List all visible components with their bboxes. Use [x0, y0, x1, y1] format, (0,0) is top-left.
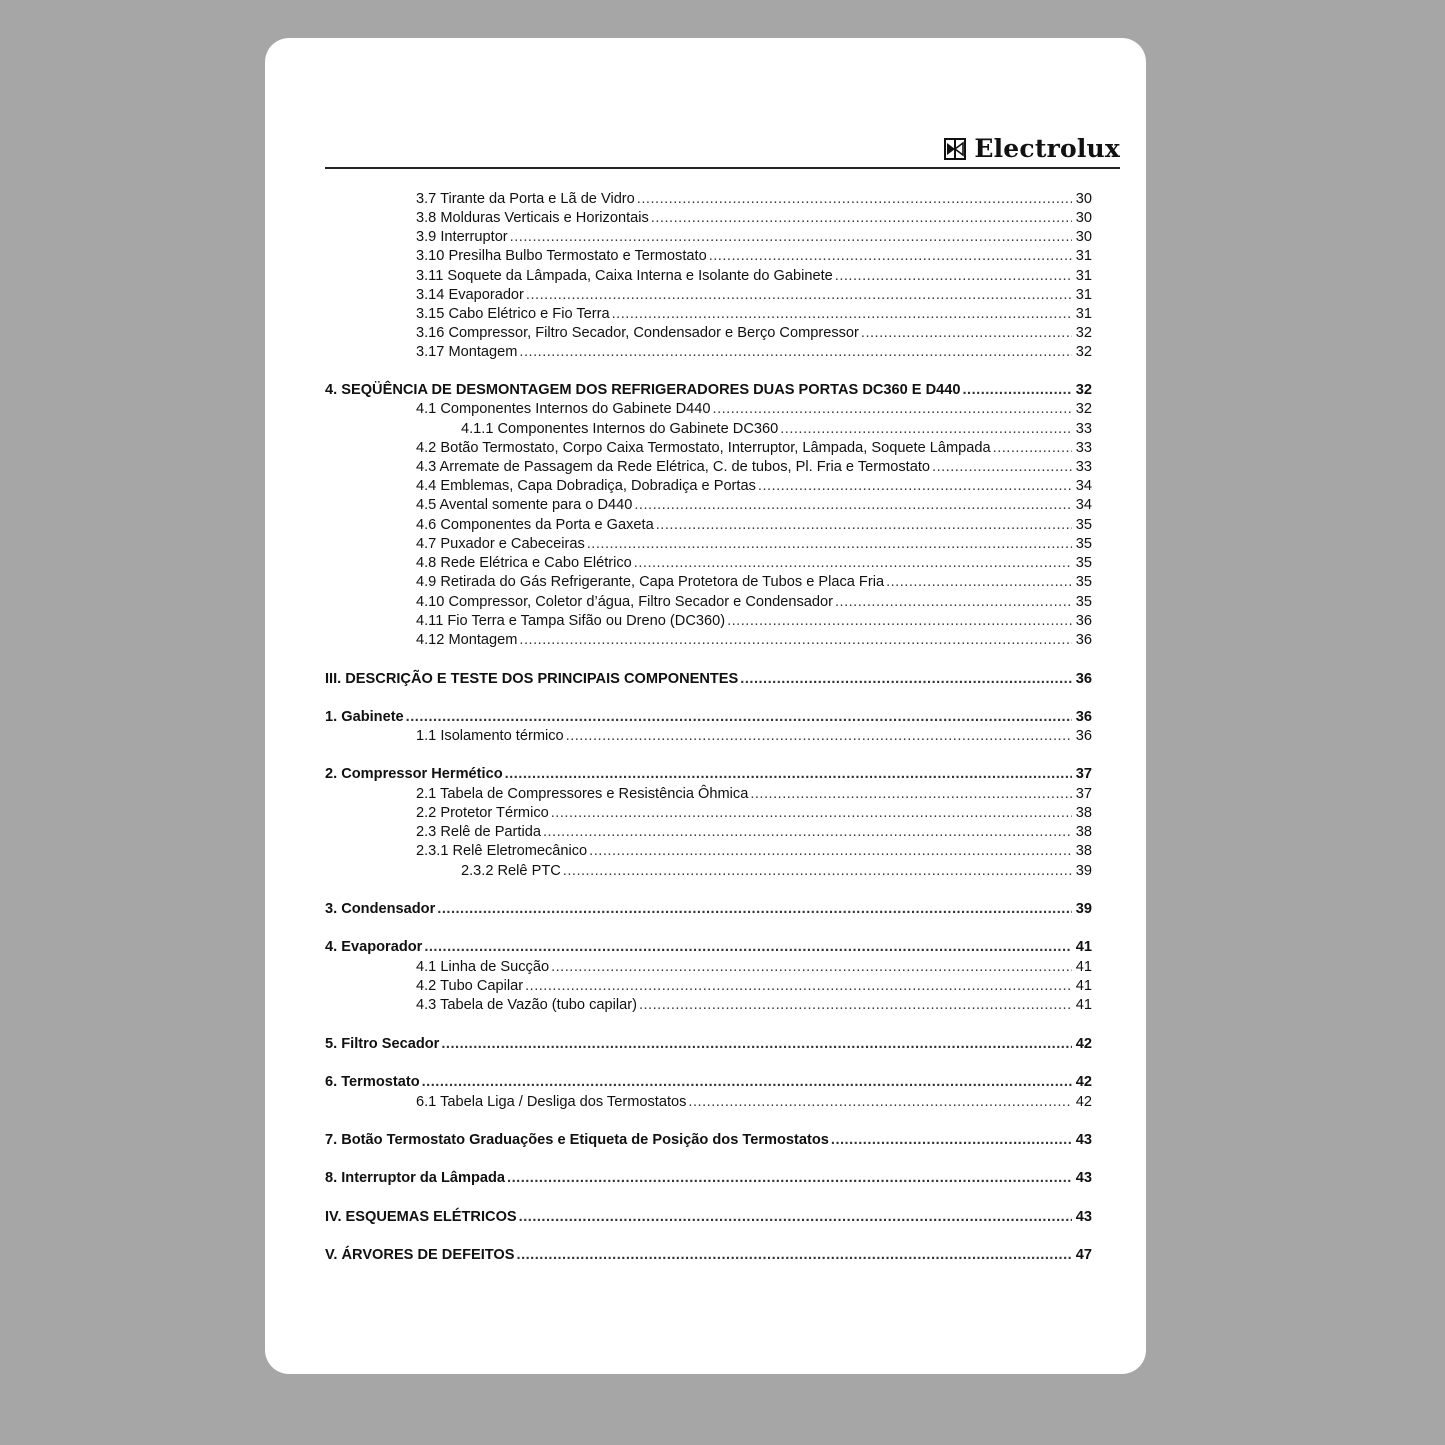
toc-entry-page: 35 [1075, 555, 1092, 571]
dot-leader [424, 938, 1072, 957]
toc-entry-page: 35 [1075, 517, 1092, 533]
dot-leader [422, 1073, 1072, 1092]
toc-entry-page: 39 [1075, 901, 1092, 917]
dot-leader [525, 977, 1072, 996]
toc-entry [325, 516, 1092, 535]
toc-entry [325, 554, 1092, 573]
toc-entry [325, 209, 1092, 228]
toc-entry [325, 535, 1092, 554]
toc-entry-title: 7. Botão Termostato Graduações e Etiqueta de Posição dos Termostatos [325, 1132, 829, 1148]
toc-entry-title: 1. Gabinete [325, 709, 404, 725]
dot-leader [727, 612, 1072, 631]
toc-entry-page: 36 [1075, 671, 1092, 687]
toc-entry-page: 47 [1075, 1247, 1092, 1263]
toc-entry-title: 6.1 Tabela Liga / Desliga dos Termostatos [416, 1094, 687, 1110]
toc-entry [325, 900, 1092, 919]
dot-leader [507, 1169, 1072, 1188]
toc-entry [325, 1169, 1092, 1188]
dot-leader [750, 785, 1072, 804]
toc-entry-page: 43 [1075, 1170, 1092, 1186]
toc-entry-page: 30 [1075, 191, 1092, 207]
toc-entry-title: 4.9 Retirada do Gás Refrigerante, Capa Protetora de Tubos e Placa Fria [416, 574, 885, 590]
toc-entry-page: 32 [1075, 382, 1092, 398]
dot-leader [505, 765, 1072, 784]
toc-entry-title: 4. Evaporador [325, 939, 423, 955]
toc-entry [325, 1093, 1092, 1112]
toc-entry-title: 4.1 Linha de Sucção [416, 959, 550, 975]
toc-entry-title: 2.3 Relê de Partida [416, 824, 541, 840]
dot-leader [835, 267, 1072, 286]
toc-entry-page: 38 [1075, 824, 1092, 840]
dot-leader [835, 593, 1072, 612]
toc-entry-title: 3.15 Cabo Elétrico e Fio Terra [416, 306, 610, 322]
toc-entry-title: III. DESCRIÇÃO E TESTE DOS PRINCIPAIS COMPONENTES [325, 671, 739, 687]
toc-entry-title: 4.1.1 Componentes Internos do Gabinete DC360 [461, 421, 779, 437]
dot-leader [551, 804, 1072, 823]
toc-entry [325, 1131, 1092, 1150]
dot-leader [634, 496, 1072, 515]
toc-entry-page: 37 [1075, 766, 1092, 782]
dot-leader [962, 381, 1072, 400]
toc-entry-title: V. ÁRVORES DE DEFEITOS [325, 1247, 515, 1263]
toc-entry-page: 37 [1075, 786, 1092, 802]
dot-leader [437, 900, 1072, 919]
toc-entry [325, 842, 1092, 861]
dot-leader [441, 1035, 1072, 1054]
toc-entry [325, 400, 1092, 419]
dot-leader [519, 1208, 1072, 1227]
dot-leader [713, 400, 1072, 419]
toc-entry [325, 823, 1092, 842]
toc-entry [325, 247, 1092, 266]
dot-leader [639, 996, 1072, 1015]
toc-entry [325, 228, 1092, 247]
toc-entry-page: 41 [1075, 959, 1092, 975]
toc-entry-title: 4.3 Arremate de Passagem da Rede Elétrica, C. de tubos, Pl. Fria e Termostato [416, 459, 931, 475]
document-page [265, 38, 1146, 1374]
toc-entry-title: 4.3 Tabela de Vazão (tubo capilar) [416, 997, 637, 1013]
toc-entry [325, 670, 1092, 689]
toc-entry-page: 36 [1075, 728, 1092, 744]
dot-leader [634, 554, 1072, 573]
toc-entry [325, 573, 1092, 592]
toc-entry-page: 41 [1075, 978, 1092, 994]
toc-entry-title: 4.1 Componentes Internos do Gabinete D440 [416, 401, 711, 417]
toc-entry [325, 765, 1092, 784]
toc-entry-page: 41 [1075, 939, 1092, 955]
toc-entry-title: 4.10 Compressor, Coletor d’água, Filtro Secador e Condensador [416, 594, 833, 610]
toc-entry-page: 38 [1075, 805, 1092, 821]
toc-entry-page: 36 [1075, 709, 1092, 725]
toc-entry [325, 439, 1092, 458]
dot-leader [637, 190, 1072, 209]
toc-entry-page: 35 [1075, 536, 1092, 552]
toc-entry-title: 3.17 Montagem [416, 344, 518, 360]
toc-entry-page: 31 [1075, 268, 1092, 284]
toc-entry [325, 977, 1092, 996]
toc-entry [325, 343, 1092, 362]
toc-entry [325, 785, 1092, 804]
dot-leader [526, 286, 1072, 305]
toc-entry [325, 420, 1092, 439]
dot-leader [612, 305, 1072, 324]
dot-leader [740, 670, 1072, 689]
dot-leader [551, 958, 1072, 977]
toc-entry [325, 804, 1092, 823]
toc-entry-page: 35 [1075, 594, 1092, 610]
toc-entry-page: 32 [1075, 325, 1092, 341]
toc-entry-page: 43 [1075, 1209, 1092, 1225]
dot-leader [406, 708, 1072, 727]
dot-leader [587, 535, 1072, 554]
toc-entry-title: 3.14 Evaporador [416, 287, 524, 303]
dot-leader [861, 324, 1072, 343]
toc-entry-page: 39 [1075, 863, 1092, 879]
dot-leader [993, 439, 1072, 458]
toc-entry-page: 42 [1075, 1094, 1092, 1110]
toc-entry [325, 1208, 1092, 1227]
toc-entry-page: 36 [1075, 613, 1092, 629]
toc-entry-page: 31 [1075, 287, 1092, 303]
toc-entry-title: 3.10 Presilha Bulbo Termostato e Termostato [416, 248, 707, 264]
toc-entry-title: 4.2 Tubo Capilar [416, 978, 524, 994]
dot-leader [517, 1246, 1072, 1265]
toc-entry-title: 3.8 Molduras Verticais e Horizontais [416, 210, 649, 226]
toc-entry-page: 32 [1075, 344, 1092, 360]
toc-entry [325, 862, 1092, 881]
toc-entry-title: 4.8 Rede Elétrica e Cabo Elétrico [416, 555, 632, 571]
dot-leader [589, 842, 1072, 861]
toc-entry-title: 3. Condensador [325, 901, 436, 917]
toc-entry-page: 31 [1075, 306, 1092, 322]
dot-leader [656, 516, 1072, 535]
toc-entry-title: 4.5 Avental somente para o D440 [416, 497, 633, 513]
toc-entry-page: 34 [1075, 497, 1092, 513]
toc-entry-title: 5. Filtro Secador [325, 1036, 440, 1052]
toc-entry [325, 1073, 1092, 1092]
toc-entry-page: 35 [1075, 574, 1092, 590]
toc-entry-title: IV. ESQUEMAS ELÉTRICOS [325, 1209, 517, 1225]
toc-entry-title: 4. SEQÜÊNCIA DE DESMONTAGEM DOS REFRIGERADORES DUAS PORTAS DC360 E D440 [325, 382, 961, 398]
toc-entry [325, 996, 1092, 1015]
toc-entry [325, 267, 1092, 286]
toc-entry [325, 305, 1092, 324]
toc-entry-title: 6. Termostato [325, 1074, 420, 1090]
dot-leader [566, 727, 1072, 746]
dot-leader [519, 631, 1072, 650]
table-of-contents [265, 38, 1146, 1374]
toc-entry-page: 41 [1075, 997, 1092, 1013]
toc-entry-page: 31 [1075, 248, 1092, 264]
dot-leader [758, 477, 1072, 496]
toc-entry [325, 1035, 1092, 1054]
toc-entry [325, 496, 1092, 515]
toc-entry-page: 30 [1075, 210, 1092, 226]
toc-entry-title: 4.7 Puxador e Cabeceiras [416, 536, 585, 552]
dot-leader [932, 458, 1072, 477]
toc-entry-title: 4.4 Emblemas, Capa Dobradiça, Dobradiça e Portas [416, 478, 756, 494]
toc-entry-title: 3.11 Soquete da Lâmpada, Caixa Interna e Isolante do Gabinete [416, 268, 833, 284]
toc-entry-title: 3.7 Tirante da Porta e Lã de Vidro [416, 191, 635, 207]
toc-entry-title: 3.9 Interruptor [416, 229, 508, 245]
dot-leader [709, 247, 1072, 266]
toc-entry [325, 593, 1092, 612]
toc-entry-page: 33 [1075, 421, 1092, 437]
toc-entry-title: 4.2 Botão Termostato, Corpo Caixa Termostato, Interruptor, Lâmpada, Soquete Lâmpada [416, 440, 991, 456]
toc-entry-title: 8. Interruptor da Lâmpada [325, 1170, 506, 1186]
toc-entry [325, 631, 1092, 650]
toc-entry [325, 612, 1092, 631]
dot-leader [886, 573, 1072, 592]
toc-entry [325, 381, 1092, 400]
toc-entry [325, 286, 1092, 305]
toc-entry [325, 1246, 1092, 1265]
toc-entry-page: 33 [1075, 459, 1092, 475]
toc-entry-title: 2.1 Tabela de Compressores e Resistência Ôhmica [416, 786, 749, 802]
toc-entry [325, 727, 1092, 746]
toc-entry-title: 2.2 Protetor Térmico [416, 805, 549, 821]
dot-leader [510, 228, 1072, 247]
toc-entry [325, 190, 1092, 209]
toc-entry-title: 3.16 Compressor, Filtro Secador, Condensador e Berço Compressor [416, 325, 859, 341]
dot-leader [651, 209, 1072, 228]
toc-entry [325, 958, 1092, 977]
toc-entry-page: 42 [1075, 1074, 1092, 1090]
dot-leader [831, 1131, 1072, 1150]
toc-entry [325, 324, 1092, 343]
toc-entry-title: 2.3.1 Relê Eletromecânico [416, 843, 588, 859]
dot-leader [519, 343, 1072, 362]
dot-leader [688, 1093, 1072, 1112]
toc-entry-page: 38 [1075, 843, 1092, 859]
toc-entry-page: 33 [1075, 440, 1092, 456]
toc-entry [325, 458, 1092, 477]
toc-entry-page: 42 [1075, 1036, 1092, 1052]
toc-entry-page: 32 [1075, 401, 1092, 417]
toc-entry-page: 30 [1075, 229, 1092, 245]
toc-entry [325, 708, 1092, 727]
toc-entry-title: 1.1 Isolamento térmico [416, 728, 564, 744]
brand-name: Electrolux [974, 134, 1120, 163]
dot-leader [563, 862, 1072, 881]
toc-entry-title: 4.12 Montagem [416, 632, 518, 648]
toc-entry-page: 34 [1075, 478, 1092, 494]
toc-entry-title: 4.6 Componentes da Porta e Gaxeta [416, 517, 654, 533]
dot-leader [780, 420, 1072, 439]
toc-entry-title: 4.11 Fio Terra e Tampa Sifão ou Dreno (DC360) [416, 613, 726, 629]
toc-entry [325, 938, 1092, 957]
toc-entry-page: 36 [1075, 632, 1092, 648]
toc-entry-title: 2.3.2 Relê PTC [461, 863, 561, 879]
toc-entry-page: 43 [1075, 1132, 1092, 1148]
toc-entry-title: 2. Compressor Hermético [325, 766, 503, 782]
dot-leader [543, 823, 1072, 842]
toc-entry [325, 477, 1092, 496]
